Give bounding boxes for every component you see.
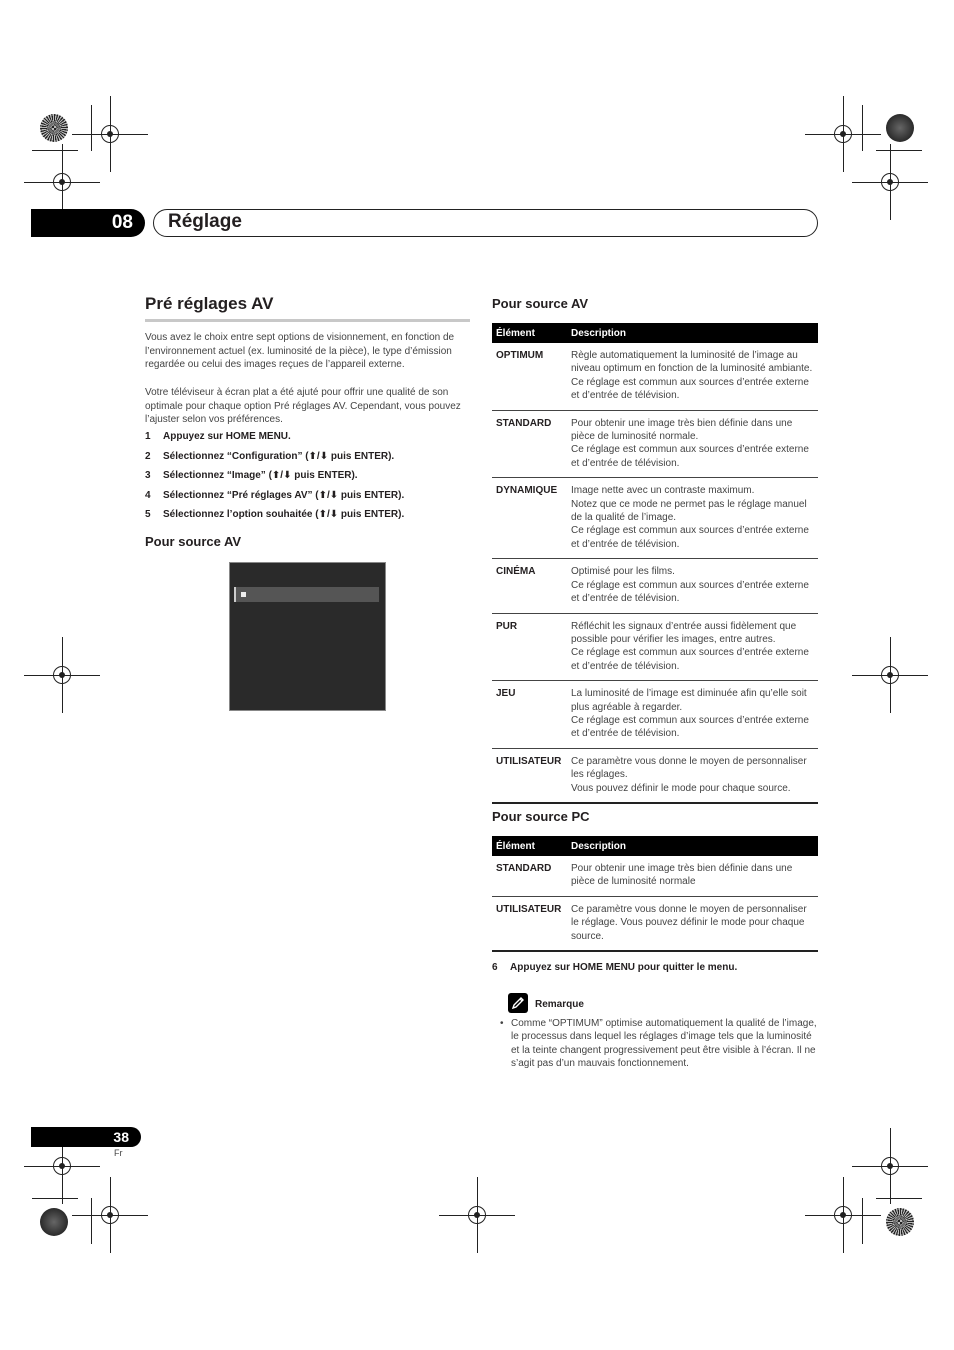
crop-line (876, 150, 922, 151)
registration-star-icon (40, 1208, 68, 1236)
registration-star-icon (40, 114, 68, 142)
item-cell: UTILISATEUR (492, 896, 567, 951)
table-row (492, 681, 818, 749)
table-header-row (492, 323, 818, 343)
left-subheading: Pour source AV (145, 534, 242, 549)
bullet-square-icon (241, 592, 246, 597)
col-item-header: Élément (492, 836, 567, 856)
table-row (492, 856, 818, 896)
crop-line (32, 150, 78, 151)
chapter-number: 08 (111, 212, 133, 233)
chapter-title: Réglage (168, 211, 242, 232)
description-cell: La luminosité de l’image est diminuée afin qu’elle soit plus agréable à regarder. Ce réglage est commun aux sources d’entrée externe et d’entrée de télévision. (567, 681, 818, 749)
chapter-number-tab (31, 209, 145, 237)
step-item: 5 Sélectionnez l’option souhaitée (⬆/⬇ puis ENTER). (145, 509, 405, 520)
registration-star-icon (886, 114, 914, 142)
crop-line (32, 1198, 78, 1199)
note-pencil-icon (508, 993, 528, 1013)
crop-line (862, 105, 863, 151)
step-list (145, 431, 475, 529)
note-body (500, 1017, 818, 1071)
description-cell: Image nette avec un contraste maximum. Notez que ce mode ne permet pas le réglage manuel de la qualité de l’image. Ce réglage est commun aux sources d’entrée externe et d’entrée de télévision. (567, 478, 818, 559)
tv-menu-screenshot (229, 562, 386, 711)
description-cell: Ce paramètre vous donne le moyen de personnaliser les réglages. Vous pouvez définir le mode pour chaque source. (567, 748, 818, 803)
description-cell: Ce paramètre vous donne le moyen de personnaliser le réglage. Vous pouvez définir le mode pour chaque source. (567, 896, 818, 951)
item-cell: OPTIMUM (492, 343, 567, 410)
item-cell: STANDARD (492, 856, 567, 896)
table-row (492, 410, 818, 478)
description-cell: Pour obtenir une image très bien définie dans une pièce de luminosité normale (567, 856, 818, 896)
table-row (492, 896, 818, 951)
pc-table-heading: Pour source PC (492, 809, 590, 824)
item-cell: CINÉMA (492, 559, 567, 613)
crop-line (91, 1198, 92, 1244)
step-item: 3 Sélectionnez “Image” (⬆/⬇ puis ENTER). (145, 470, 358, 481)
description-cell: Réfléchit les signaux d’entrée aussi fidèlement que possible pour vérifier les images, entre autres. Ce réglage est commun aux sources d’entrée externe et d’entrée de télévision. (567, 613, 818, 681)
item-cell: STANDARD (492, 410, 567, 478)
intro-paragraph: Votre téléviseur à écran plat a été ajuté pour offrir une qualité de son optimale pour chaque option Pré réglages AV. Cependant, vous pouvez l’ajuster selon vos préférences. (145, 387, 461, 425)
item-cell: JEU (492, 681, 567, 749)
section-rule (145, 319, 470, 322)
crop-line (862, 1198, 863, 1244)
registration-star-icon (886, 1208, 914, 1236)
table-row (492, 748, 818, 803)
crop-line (876, 1198, 922, 1199)
table-row (492, 613, 818, 681)
page-number-tab (31, 1127, 141, 1147)
chapter-title-bar (153, 209, 818, 237)
description-cell: Pour obtenir une image très bien définie dans une pièce de luminosité normale. Ce réglage est commun aux sources d’entrée externe et d’entrée de télévision. (567, 410, 818, 478)
bullet: • (500, 1018, 504, 1029)
item-cell: PUR (492, 613, 567, 681)
col-item-header: Élément (492, 323, 567, 343)
note-text: Comme “OPTIMUM” optimise automatiquement la qualité de l’image, le processus dans lequel les réglages d’image tels que la luminosité et la teinte changent progressivement peut être visible à l’écran. Il ne s’agit pas d’un mauvais fonctionnement. (511, 1018, 817, 1070)
step-item: 6 Appuyez sur HOME MENU pour quitter le menu. (492, 962, 738, 973)
crop-line (91, 105, 92, 151)
intro-paragraph: Vous avez le choix entre sept options de visionnement, en fonction de l’environnement actuel (ex. luminosité de la pièce), le type d’émission regardée ou celui des images reçues de l’appareil externe. (145, 332, 455, 370)
step-item: 4 Sélectionnez “Pré réglages AV” (⬆/⬇ puis ENTER). (145, 489, 405, 501)
note-title: Remarque (535, 999, 584, 1010)
selection-marker (234, 587, 236, 602)
step-item: 1 Appuyez sur HOME MENU. (145, 431, 291, 442)
page-number: 38 (113, 1129, 129, 1145)
section-title: Pré réglages AV (145, 294, 274, 313)
table-row (492, 559, 818, 613)
description-cell: Optimisé pour les films. Ce réglage est commun aux sources d’entrée externe et d’entrée de télévision. (567, 559, 818, 613)
table-row (492, 343, 818, 410)
page-language: Fr (114, 1148, 123, 1158)
col-desc-header: Description (567, 836, 818, 856)
description-cell: Règle automatiquement la luminosité de l’image au niveau optimum en fonction de la luminosité ambiante. Ce réglage est commun aux sources d’entrée externe et d’entrée de télévision. (567, 343, 818, 410)
item-cell: UTILISATEUR (492, 748, 567, 803)
av-table-heading: Pour source AV (492, 296, 589, 311)
pc-preset-table (492, 836, 818, 952)
step-item: 2 Sélectionnez “Configuration” (⬆/⬇ puis ENTER). (145, 450, 395, 462)
menu-selected-row (234, 587, 379, 602)
item-cell: DYNAMIQUE (492, 478, 567, 559)
table-header-row (492, 836, 818, 856)
col-desc-header: Description (567, 323, 818, 343)
table-row (492, 478, 818, 559)
av-preset-table (492, 323, 818, 804)
